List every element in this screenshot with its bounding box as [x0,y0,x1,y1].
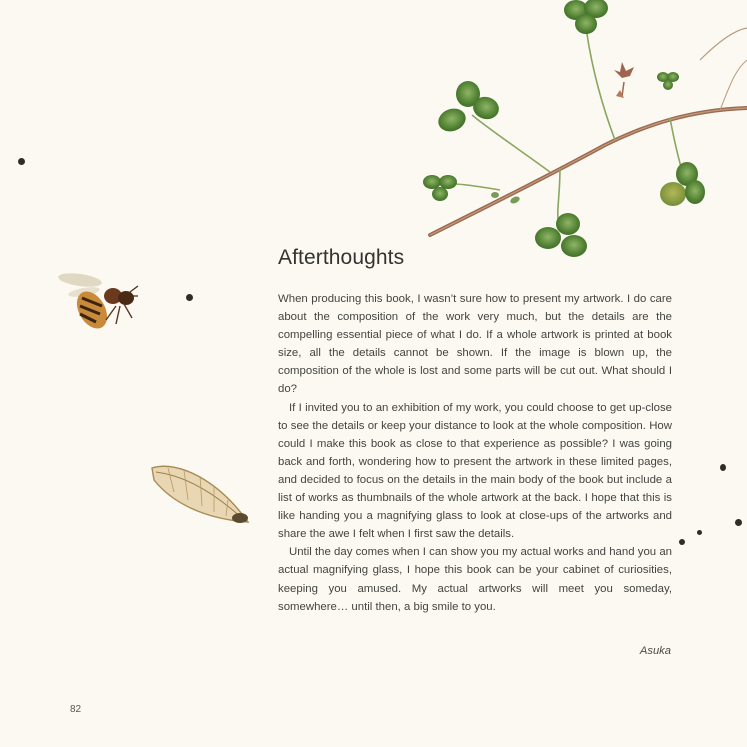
seed-dot [679,539,685,545]
paragraph: If I invited you to an exhibition of my work, you could choose to get up-close to see the details or keep your distance to look at the whole composition. How could I make this book as close to that experience as possible? I was going back and forth, wondering how to present the artwork in these limited pages, and decided to focus on the details in the main body of the book but include a list of works as thumbnails of the whole artwork at the back. I hope that this is like handing you a magnifying glass to look at close-ups of the artworks and share the awe I felt when I first saw the details. [278,401,672,541]
page-number: 82 [70,704,82,715]
paragraph: When producing this book, I wasn’t sure how to present my artwork. I do care about the composition of the work very much, but the details are the compelling essential piece of what I do. If a whole artwork is printed at book size, all the details cannot be shown. If the image is blown up, the composition of the whole is lost and some parts will be cut out. What should I do? [278,293,672,396]
seed-dot [697,530,702,535]
author-signature: Asuka [639,645,671,657]
seed-dot [186,294,193,301]
seed-dot [720,464,726,471]
article-body [278,290,672,616]
wasp-illustration [58,272,140,338]
article-title: Afterthoughts [278,246,405,269]
seed-dot [18,158,25,165]
seed-dot [735,519,742,526]
clover-branch-illustration [400,0,747,260]
paragraph: Until the day comes when I can show you my actual works and hand you an actual magnifying glass, I hope this book can be your cabinet of curiosities, keeping you amused. My actual artworks will meet you someday, somewhere… until then, a big smile to you. [278,546,672,613]
insect-wing-illustration [148,460,252,532]
